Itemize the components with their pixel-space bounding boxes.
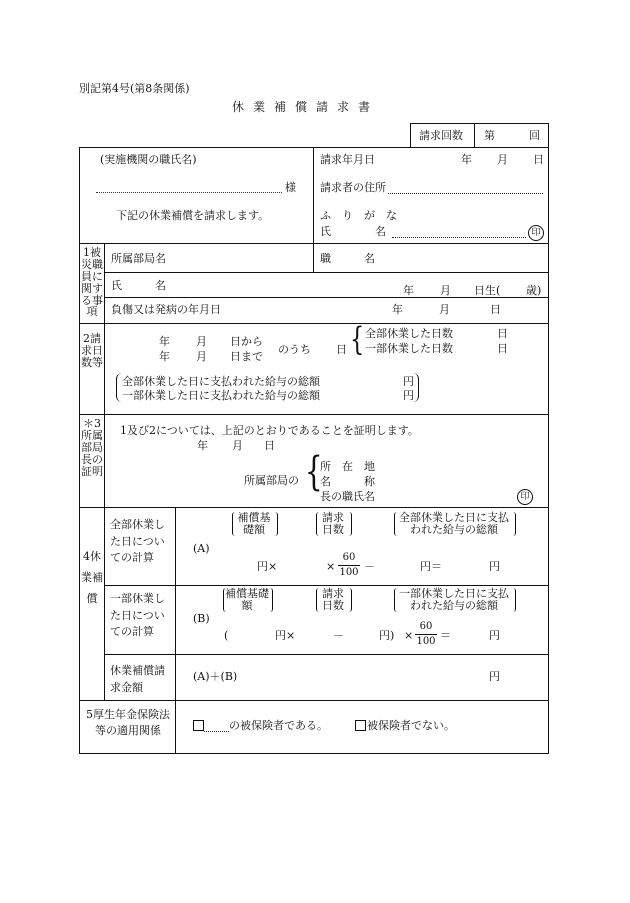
birth-day: 日生( bbox=[474, 284, 501, 297]
claim-count-label: 請求回数 bbox=[419, 129, 463, 142]
insured-checkbox[interactable] bbox=[193, 720, 204, 731]
claim-date-year: 年 bbox=[461, 153, 472, 166]
fraction-60-100: 60 100 bbox=[339, 552, 359, 578]
period-from-label: 日から bbox=[230, 335, 263, 348]
partial-pay-label: 一部休業した日に支払われた給与の総額 bbox=[122, 389, 320, 402]
page-title: 休業補償請求書 bbox=[232, 100, 380, 114]
claim-count-suffix: 回 bbox=[529, 129, 540, 142]
claim-days-label: 請求日数 bbox=[322, 511, 344, 536]
injury-month: 月 bbox=[439, 303, 450, 316]
head-name-label: 長の職氏名 bbox=[320, 490, 375, 503]
full-days-unit: 日 bbox=[497, 327, 508, 340]
equals-sign: ＝ bbox=[440, 629, 451, 642]
base-amount-label-b: 補償基礎額 bbox=[225, 587, 269, 612]
employee-name-label: 氏 名 bbox=[111, 279, 166, 292]
org-name-label: 名 称 bbox=[320, 475, 375, 488]
document-reference: 別記第4号(第8条関係) bbox=[79, 82, 190, 95]
section4-label: 4休業補償 bbox=[81, 550, 103, 605]
claimant-name-label: 氏 名 bbox=[320, 225, 386, 238]
formula-a-label: (A) bbox=[193, 542, 210, 555]
cert-year: 年 bbox=[197, 439, 208, 452]
sama-label: 様 bbox=[285, 181, 296, 194]
yen-times-b: 円× bbox=[275, 629, 296, 642]
of-which-label: のうち bbox=[278, 343, 311, 356]
injury-day: 日 bbox=[490, 303, 501, 316]
sum-formula: (A)＋(B) bbox=[193, 670, 238, 683]
brace-icon: { bbox=[350, 320, 365, 358]
result-a-unit: 円 bbox=[489, 560, 500, 573]
claimant-address-label: 請求者の住所 bbox=[320, 181, 386, 194]
seal-icon: 印 bbox=[528, 225, 544, 241]
partial-paid-label: 一部休業した日に支払われた給与の総額 bbox=[399, 587, 509, 612]
job-title-label: 職 名 bbox=[320, 252, 375, 265]
partial-calc-label: 一部休業した日についての計算 bbox=[110, 592, 165, 638]
full-days-label: 全部休業した日数 bbox=[365, 327, 453, 340]
claim-date-label: 請求年月日 bbox=[320, 153, 375, 166]
cert-day: 日 bbox=[264, 439, 275, 452]
minus-sign-b: － bbox=[333, 629, 344, 642]
section3-label: ＊3所属部局長の証明 bbox=[81, 417, 103, 478]
period-to-month: 月 bbox=[196, 350, 207, 363]
location-label: 所 在 地 bbox=[320, 460, 375, 473]
age-label: 歳) bbox=[526, 284, 542, 297]
section2-label: 2請求日数等 bbox=[81, 332, 103, 369]
partial-pay-unit: 円 bbox=[403, 389, 414, 402]
full-paid-label: 全部休業した日に支払われた給与の総額 bbox=[399, 511, 509, 536]
period-to-year: 年 bbox=[159, 350, 170, 363]
period-from-month: 月 bbox=[196, 335, 207, 348]
times-sign: × bbox=[326, 560, 336, 573]
times-sign-b: × bbox=[404, 629, 414, 642]
total-unit: 円 bbox=[489, 670, 500, 683]
open-paren: ( bbox=[224, 629, 229, 642]
full-pay-unit: 円 bbox=[403, 375, 414, 388]
full-pay-label: 全部休業した日に支払われた給与の総額 bbox=[122, 375, 320, 388]
certification-text: 1及び2については、上記のとおりであることを証明します。 bbox=[120, 424, 419, 437]
partial-days-label: 一部休業した日数 bbox=[365, 342, 453, 355]
cert-month: 月 bbox=[232, 439, 243, 452]
claim-date-day: 日 bbox=[533, 153, 544, 166]
total-days-unit: 日 bbox=[336, 343, 347, 356]
furigana-label: ふ り が な bbox=[320, 209, 397, 222]
institution-label: (実施機関の職氏名) bbox=[100, 153, 197, 166]
claim-days-label-b: 請求日数 bbox=[322, 587, 344, 612]
total-amount-label: 休業補償請求金額 bbox=[110, 664, 165, 694]
period-to-label: 日まで bbox=[230, 350, 263, 363]
dept-prefix-label: 所属部局の bbox=[244, 474, 299, 487]
dept-name-label: 所属部局名 bbox=[111, 252, 166, 265]
not-insured-option-label: 被保険者でない。 bbox=[367, 719, 455, 732]
full-calc-label: 全部休業した日についての計算 bbox=[110, 518, 165, 564]
close-yen: 円) bbox=[379, 629, 395, 642]
partial-days-unit: 日 bbox=[497, 342, 508, 355]
formula-b-label: (B) bbox=[193, 612, 210, 625]
birth-month: 月 bbox=[440, 284, 451, 297]
result-b-unit: 円 bbox=[489, 629, 500, 642]
request-text: 下記の休業補償を請求します。 bbox=[116, 209, 270, 222]
not-insured-checkbox[interactable] bbox=[355, 720, 366, 731]
claim-count-prefix: 第 bbox=[484, 129, 495, 142]
base-amount-label: 補償基礎額 bbox=[237, 511, 271, 536]
section5-label: 5厚生年金保険法等の適用関係 bbox=[86, 708, 170, 737]
section1-label: 1被災職員に関する事項 bbox=[81, 246, 103, 319]
fraction-60-100-b: 60 100 bbox=[416, 621, 436, 647]
injury-year: 年 bbox=[392, 303, 403, 316]
period-from-year: 年 bbox=[159, 335, 170, 348]
yen-equals: 円＝ bbox=[420, 560, 442, 573]
minus-sign: － bbox=[364, 560, 375, 573]
claim-date-month: 月 bbox=[497, 153, 508, 166]
brace-icon: { bbox=[304, 449, 323, 495]
seal-icon: 印 bbox=[517, 489, 533, 505]
insured-option-label: の被保険者である。 bbox=[229, 719, 328, 732]
yen-times: 円× bbox=[257, 560, 278, 573]
birth-year: 年 bbox=[403, 284, 414, 297]
injury-date-label: 負傷又は発病の年月日 bbox=[111, 303, 221, 316]
